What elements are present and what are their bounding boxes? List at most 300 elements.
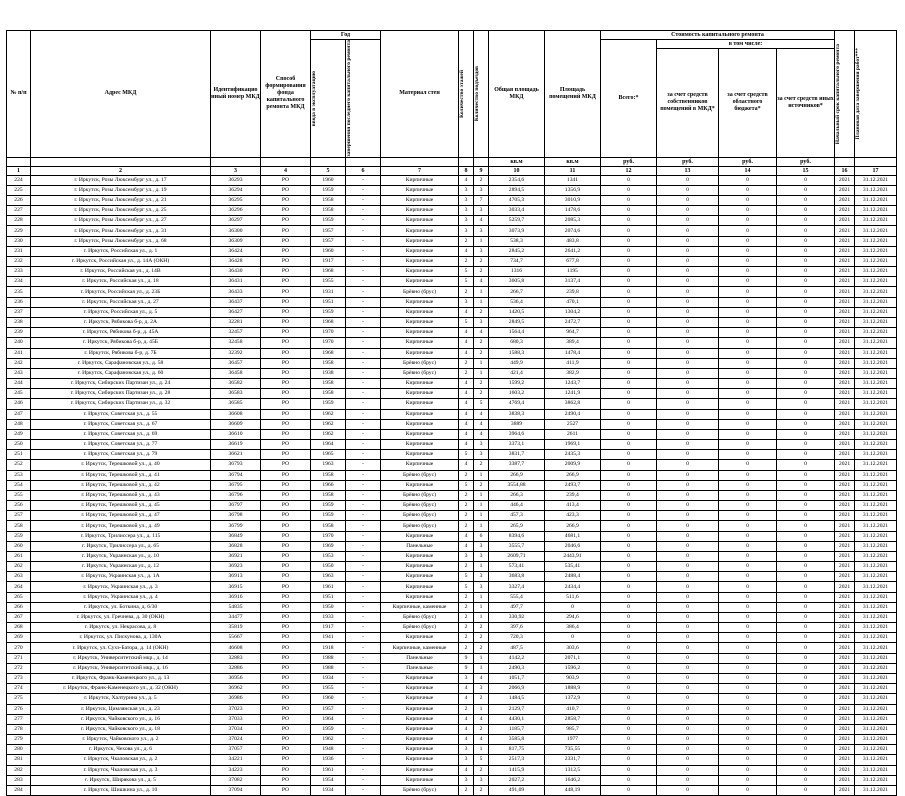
wall-material-cell: Кирпичные bbox=[381, 440, 459, 450]
column-number: 5 bbox=[311, 166, 346, 175]
start-year-cell: 2021 bbox=[835, 735, 855, 745]
entrances-cell: 2 bbox=[474, 643, 489, 653]
entrances-cell: 3 bbox=[474, 551, 489, 561]
row-num-cell: 258 bbox=[7, 521, 31, 531]
start-year-cell: 2021 bbox=[835, 216, 855, 226]
total-area-cell: 3964,6 bbox=[489, 429, 545, 439]
mkd-id-cell: 36799 bbox=[211, 521, 261, 531]
address-cell: г. Иркутск, Советская ул., д. 79 bbox=[31, 450, 211, 460]
row-num-cell: 263 bbox=[7, 572, 31, 582]
mkd-id-cell: 32392 bbox=[211, 348, 261, 358]
cost-total-cell: 0 bbox=[601, 785, 657, 795]
year-last-repair-cell: - bbox=[346, 307, 381, 317]
col-regional-header: за счет средств областного бюджета* bbox=[719, 49, 777, 158]
floors-cell: 2 bbox=[459, 490, 474, 500]
entrances-cell: 6 bbox=[474, 531, 489, 541]
plan-date-cell: 31.12.2021 bbox=[855, 663, 897, 673]
premises-area-cell: 3010,9 bbox=[545, 195, 601, 205]
fund-method-cell: РО bbox=[261, 470, 311, 480]
premises-area-cell: 3862,8 bbox=[545, 399, 601, 409]
table-row bbox=[7, 450, 897, 460]
year-last-repair-cell: - bbox=[346, 226, 381, 236]
entrances-cell: 4 bbox=[474, 419, 489, 429]
plan-date-cell: 31.12.2021 bbox=[855, 643, 897, 653]
plan-date-cell: 31.12.2021 bbox=[855, 206, 897, 216]
wall-material-cell: Кирпичные bbox=[381, 297, 459, 307]
premises-area-cell: 411,9 bbox=[545, 358, 601, 368]
cost-regional-cell: 0 bbox=[719, 511, 777, 521]
wall-material-cell: Кирпичные bbox=[381, 775, 459, 785]
year-last-repair-cell: - bbox=[346, 684, 381, 694]
row-num-cell: 269 bbox=[7, 633, 31, 643]
table-row bbox=[7, 541, 897, 551]
cost-total-cell: 0 bbox=[601, 226, 657, 236]
table-row bbox=[7, 694, 897, 704]
row-num-cell: 253 bbox=[7, 470, 31, 480]
floors-cell: 3 bbox=[459, 755, 474, 765]
cost-total-cell: 0 bbox=[601, 206, 657, 216]
address-cell: г. Иркутск, Российская ул., д. 14В bbox=[31, 267, 211, 277]
row-num-cell: 268 bbox=[7, 623, 31, 633]
year-last-repair-cell: - bbox=[346, 195, 381, 205]
plan-date-cell: 31.12.2021 bbox=[855, 185, 897, 195]
year-commission-cell: 1955 bbox=[311, 684, 346, 694]
cost-regional-cell: 0 bbox=[719, 175, 777, 185]
mkd-id-cell: 36433 bbox=[211, 287, 261, 297]
mkd-id-cell: 36923 bbox=[211, 562, 261, 572]
mkd-id-cell: 36916 bbox=[211, 592, 261, 602]
year-commission-cell: 1948 bbox=[311, 745, 346, 755]
row-num-cell: 280 bbox=[7, 745, 31, 755]
cost-total-cell: 0 bbox=[601, 562, 657, 572]
year-commission-cell: 1959 bbox=[311, 501, 346, 511]
floors-cell: 3 bbox=[459, 775, 474, 785]
plan-date-cell: 31.12.2021 bbox=[855, 653, 897, 663]
cost-other-cell: 0 bbox=[777, 460, 835, 470]
start-year-cell: 2021 bbox=[835, 755, 855, 765]
row-num-cell: 281 bbox=[7, 755, 31, 765]
year-last-repair-cell: - bbox=[346, 735, 381, 745]
address-cell: г. Иркутск, Российская ул., д. 27 bbox=[31, 297, 211, 307]
cost-own-cell: 0 bbox=[657, 246, 719, 256]
entrances-cell: 3 bbox=[474, 684, 489, 694]
total-area-cell: 487,5 bbox=[489, 643, 545, 653]
table-row bbox=[7, 674, 897, 684]
wall-material-cell: Кирпичные bbox=[381, 765, 459, 775]
start-year-cell: 2021 bbox=[835, 440, 855, 450]
address-cell: г. Иркутск, Розы Люксембург ул., д. 27 bbox=[31, 216, 211, 226]
year-last-repair-cell: - bbox=[346, 399, 381, 409]
cost-regional-cell: 0 bbox=[719, 317, 777, 327]
cost-total-cell: 0 bbox=[601, 480, 657, 490]
plan-date-cell: 31.12.2021 bbox=[855, 704, 897, 714]
plan-date-cell: 31.12.2021 bbox=[855, 267, 897, 277]
premises-area-cell: 386,4 bbox=[545, 623, 601, 633]
table-row bbox=[7, 745, 897, 755]
year-commission-cell: 1970 bbox=[311, 328, 346, 338]
year-last-repair-cell: - bbox=[346, 206, 381, 216]
premises-area-cell: 2085,3 bbox=[545, 216, 601, 226]
plan-date-cell: 31.12.2021 bbox=[855, 338, 897, 348]
cost-own-cell: 0 bbox=[657, 348, 719, 358]
entrances-cell: 2 bbox=[474, 724, 489, 734]
cost-other-cell: 0 bbox=[777, 216, 835, 226]
row-num-cell: 232 bbox=[7, 256, 31, 266]
mkd-id-cell: 36428 bbox=[211, 256, 261, 266]
fund-method-cell: РО bbox=[261, 582, 311, 592]
cost-regional-cell: 0 bbox=[719, 643, 777, 653]
entrances-cell: 2 bbox=[474, 480, 489, 490]
cost-regional-cell: 0 bbox=[719, 328, 777, 338]
floors-cell: 2 bbox=[459, 623, 474, 633]
start-year-cell: 2021 bbox=[835, 633, 855, 643]
plan-date-cell: 31.12.2021 bbox=[855, 419, 897, 429]
cost-own-cell: 0 bbox=[657, 521, 719, 531]
year-last-repair-cell: - bbox=[346, 501, 381, 511]
entrances-cell: 1 bbox=[474, 358, 489, 368]
cost-total-cell: 0 bbox=[601, 297, 657, 307]
year-last-repair-cell: - bbox=[346, 246, 381, 256]
cost-regional-cell: 0 bbox=[719, 775, 777, 785]
cost-other-cell: 0 bbox=[777, 551, 835, 561]
cost-regional-cell: 0 bbox=[719, 480, 777, 490]
address-cell: г. Иркутск, Советская ул., д. 77 bbox=[31, 440, 211, 450]
total-area-cell: 497,7 bbox=[489, 602, 545, 612]
start-year-cell: 2021 bbox=[835, 694, 855, 704]
total-area-cell: 266,3 bbox=[489, 490, 545, 500]
floors-cell: 4 bbox=[459, 409, 474, 419]
row-num-cell: 241 bbox=[7, 348, 31, 358]
entrances-cell: 2 bbox=[474, 338, 489, 348]
floors-cell: 2 bbox=[459, 785, 474, 795]
wall-material-cell: Кирпичные bbox=[381, 714, 459, 724]
premises-area-cell: 389,4 bbox=[545, 338, 601, 348]
cost-total-cell: 0 bbox=[601, 684, 657, 694]
cost-other-cell: 0 bbox=[777, 226, 835, 236]
mkd-id-cell: 36828 bbox=[211, 541, 261, 551]
total-area-cell: 3889 bbox=[489, 419, 545, 429]
address-cell: г. Иркутск, Украинская ул., д. 3 bbox=[31, 582, 211, 592]
floors-cell: 2 bbox=[459, 602, 474, 612]
row-num-cell: 256 bbox=[7, 501, 31, 511]
wall-material-cell: Кирпичные bbox=[381, 226, 459, 236]
fund-method-cell: РО bbox=[261, 358, 311, 368]
address-cell: г. Иркутск, Рябикова б-р, д. 7Б bbox=[31, 348, 211, 358]
entrances-cell: 1 bbox=[474, 236, 489, 246]
cost-regional-cell: 0 bbox=[719, 572, 777, 582]
mkd-id-cell: 36608 bbox=[211, 409, 261, 419]
premises-area-cell: 2858,7 bbox=[545, 714, 601, 724]
row-num-cell: 277 bbox=[7, 714, 31, 724]
wall-material-cell: Кирпичные bbox=[381, 348, 459, 358]
address-cell: г. Иркутск, Трилиссера ул., д. 115 bbox=[31, 531, 211, 541]
mkd-id-cell: 36300 bbox=[211, 226, 261, 236]
cost-own-cell: 0 bbox=[657, 511, 719, 521]
cost-own-cell: 0 bbox=[657, 185, 719, 195]
total-area-cell: 1316 bbox=[489, 267, 545, 277]
mkd-id-cell: 36297 bbox=[211, 216, 261, 226]
start-year-cell: 2021 bbox=[835, 511, 855, 521]
cost-own-cell: 0 bbox=[657, 684, 719, 694]
col-method-header: Способ формирования фонда капитального ремонта МКД bbox=[261, 31, 311, 158]
fund-method-cell: РО bbox=[261, 551, 311, 561]
mkd-id-cell: 36797 bbox=[211, 501, 261, 511]
row-num-cell: 255 bbox=[7, 490, 31, 500]
mkd-id-cell: 36796 bbox=[211, 490, 261, 500]
start-year-cell: 2021 bbox=[835, 490, 855, 500]
fund-method-cell: РО bbox=[261, 409, 311, 419]
total-area-cell: 3373,1 bbox=[489, 440, 545, 450]
floors-cell: 4 bbox=[459, 541, 474, 551]
start-year-cell: 2021 bbox=[835, 226, 855, 236]
table-row bbox=[7, 307, 897, 317]
total-area-cell: 3554,88 bbox=[489, 480, 545, 490]
table-row bbox=[7, 623, 897, 633]
plan-date-cell: 31.12.2021 bbox=[855, 317, 897, 327]
start-year-cell: 2021 bbox=[835, 551, 855, 561]
row-num-cell: 259 bbox=[7, 531, 31, 541]
fund-method-cell: РО bbox=[261, 541, 311, 551]
start-year-cell: 2021 bbox=[835, 175, 855, 185]
cost-other-cell: 0 bbox=[777, 663, 835, 673]
total-area-cell: 2490,3 bbox=[489, 663, 545, 673]
wall-material-cell: Кирпичные bbox=[381, 328, 459, 338]
wall-material-cell: Кирпичные bbox=[381, 582, 459, 592]
cost-total-cell: 0 bbox=[601, 185, 657, 195]
total-area-cell: 1420,5 bbox=[489, 307, 545, 317]
year-last-repair-cell: - bbox=[346, 623, 381, 633]
wall-material-cell: Брёвно (брус) bbox=[381, 501, 459, 511]
row-num-cell: 239 bbox=[7, 328, 31, 338]
table-row bbox=[7, 429, 897, 439]
year-commission-cell: 1958 bbox=[311, 521, 346, 531]
cost-regional-cell: 0 bbox=[719, 541, 777, 551]
row-num-cell: 242 bbox=[7, 358, 31, 368]
fund-method-cell: РО bbox=[261, 429, 311, 439]
entrances-cell: 1 bbox=[474, 511, 489, 521]
floors-cell: 2 bbox=[459, 511, 474, 521]
premises-area-cell: 1596,2 bbox=[545, 663, 601, 673]
entrances-cell: 2 bbox=[474, 379, 489, 389]
unit-rub: руб. bbox=[657, 157, 719, 166]
cost-regional-cell: 0 bbox=[719, 358, 777, 368]
start-year-cell: 2021 bbox=[835, 256, 855, 266]
cost-other-cell: 0 bbox=[777, 440, 835, 450]
fund-method-cell: РО bbox=[261, 511, 311, 521]
column-number: 4 bbox=[261, 166, 311, 175]
cost-own-cell: 0 bbox=[657, 175, 719, 185]
column-number: 16 bbox=[835, 166, 855, 175]
cost-other-cell: 0 bbox=[777, 236, 835, 246]
premises-area-cell: 2434,4 bbox=[545, 582, 601, 592]
year-last-repair-cell: - bbox=[346, 551, 381, 561]
cost-regional-cell: 0 bbox=[719, 429, 777, 439]
table-row bbox=[7, 602, 897, 612]
start-year-cell: 2021 bbox=[835, 429, 855, 439]
row-num-cell: 275 bbox=[7, 694, 31, 704]
plan-date-cell: 31.12.2021 bbox=[855, 562, 897, 572]
cost-regional-cell: 0 bbox=[719, 623, 777, 633]
wall-material-cell: Кирпичные bbox=[381, 277, 459, 287]
floors-cell: 2 bbox=[459, 592, 474, 602]
cost-other-cell: 0 bbox=[777, 735, 835, 745]
cost-total-cell: 0 bbox=[601, 195, 657, 205]
entrances-cell: 3 bbox=[474, 450, 489, 460]
column-number: 12 bbox=[601, 166, 657, 175]
row-num-cell: 234 bbox=[7, 277, 31, 287]
premises-area-cell: 3137,4 bbox=[545, 277, 601, 287]
address-cell: г. Иркутск, Сибирских Партизан ул., д. 28 bbox=[31, 389, 211, 399]
cost-regional-cell: 0 bbox=[719, 663, 777, 673]
total-area-cell: 421,4 bbox=[489, 368, 545, 378]
cost-other-cell: 0 bbox=[777, 745, 835, 755]
cost-own-cell: 0 bbox=[657, 368, 719, 378]
cost-other-cell: 0 bbox=[777, 572, 835, 582]
mkd-id-cell: 36794 bbox=[211, 470, 261, 480]
premises-area-cell: 483,8 bbox=[545, 236, 601, 246]
cost-own-cell: 0 bbox=[657, 785, 719, 795]
cost-total-cell: 0 bbox=[601, 389, 657, 399]
wall-material-cell: Кирпичные bbox=[381, 216, 459, 226]
table-row bbox=[7, 348, 897, 358]
total-area-cell: 4142,2 bbox=[489, 653, 545, 663]
floors-cell: 2 bbox=[459, 236, 474, 246]
cost-other-cell: 0 bbox=[777, 399, 835, 409]
plan-date-cell: 31.12.2021 bbox=[855, 755, 897, 765]
address-cell: г. Иркутск, Терешковой ул., д. 45 bbox=[31, 501, 211, 511]
premises-area-cell: 4681,1 bbox=[545, 531, 601, 541]
year-commission-cell: 1958 bbox=[311, 358, 346, 368]
address-cell: г. Иркутск, Розы Люксембург ул., д. 25 bbox=[31, 206, 211, 216]
plan-date-cell: 31.12.2021 bbox=[855, 582, 897, 592]
fund-method-cell: РО bbox=[261, 267, 311, 277]
mkd-id-cell: 36457 bbox=[211, 358, 261, 368]
mkd-id-cell: 32886 bbox=[211, 663, 261, 673]
wall-material-cell: Брёвно (брус) bbox=[381, 521, 459, 531]
cost-regional-cell: 0 bbox=[719, 450, 777, 460]
year-last-repair-cell: - bbox=[346, 572, 381, 582]
cost-other-cell: 0 bbox=[777, 195, 835, 205]
cost-regional-cell: 0 bbox=[719, 745, 777, 755]
cost-own-cell: 0 bbox=[657, 236, 719, 246]
entrances-cell: 1 bbox=[474, 592, 489, 602]
cost-regional-cell: 0 bbox=[719, 501, 777, 511]
floors-cell: 4 bbox=[459, 399, 474, 409]
entrances-cell: 1 bbox=[474, 653, 489, 663]
floors-cell: 3 bbox=[459, 185, 474, 195]
cost-total-cell: 0 bbox=[601, 674, 657, 684]
fund-method-cell: РО bbox=[261, 572, 311, 582]
premises-area-cell: 1478,6 bbox=[545, 206, 601, 216]
address-cell: г. Иркутск, Рябикова б-р, д. 45Б bbox=[31, 338, 211, 348]
total-area-cell: 457,3 bbox=[489, 511, 545, 521]
start-year-cell: 2021 bbox=[835, 582, 855, 592]
row-num-cell: 266 bbox=[7, 602, 31, 612]
total-area-cell: 3605,8 bbox=[489, 277, 545, 287]
plan-date-cell: 31.12.2021 bbox=[855, 277, 897, 287]
year-commission-cell: 1954 bbox=[311, 775, 346, 785]
mkd-id-cell: 32458 bbox=[211, 338, 261, 348]
year-last-repair-cell: - bbox=[346, 256, 381, 266]
plan-date-cell: 31.12.2021 bbox=[855, 409, 897, 419]
fund-method-cell: РО bbox=[261, 226, 311, 236]
cost-regional-cell: 0 bbox=[719, 419, 777, 429]
cost-other-cell: 0 bbox=[777, 490, 835, 500]
table-row bbox=[7, 185, 897, 195]
entrances-cell: 4 bbox=[474, 429, 489, 439]
cost-own-cell: 0 bbox=[657, 307, 719, 317]
premises-area-cell: 1356,9 bbox=[545, 185, 601, 195]
premises-area-cell: 1372,9 bbox=[545, 694, 601, 704]
row-num-cell: 228 bbox=[7, 216, 31, 226]
total-area-cell: 2894,5 bbox=[489, 185, 545, 195]
premises-area-cell: 1241,9 bbox=[545, 389, 601, 399]
entrances-cell: 1 bbox=[474, 368, 489, 378]
cost-other-cell: 0 bbox=[777, 785, 835, 795]
mkd-id-cell: 36956 bbox=[211, 674, 261, 684]
row-num-cell: 267 bbox=[7, 612, 31, 622]
mkd-id-cell: 34221 bbox=[211, 755, 261, 765]
entrances-cell: 3 bbox=[474, 206, 489, 216]
start-year-cell: 2021 bbox=[835, 409, 855, 419]
entrances-cell: 4 bbox=[474, 735, 489, 745]
cost-regional-cell: 0 bbox=[719, 684, 777, 694]
floors-cell: 4 bbox=[459, 338, 474, 348]
row-num-cell: 276 bbox=[7, 704, 31, 714]
wall-material-cell: Кирпичные bbox=[381, 460, 459, 470]
fund-method-cell: РО bbox=[261, 440, 311, 450]
cost-regional-cell: 0 bbox=[719, 633, 777, 643]
row-num-cell: 247 bbox=[7, 409, 31, 419]
address-cell: г. Иркутск, Украинская ул., д. 1А bbox=[31, 572, 211, 582]
entrances-cell: 5 bbox=[474, 755, 489, 765]
fund-method-cell: РО bbox=[261, 714, 311, 724]
row-num-cell: 244 bbox=[7, 379, 31, 389]
col-start-year-header: Начальный срок капитального ремонта bbox=[835, 31, 855, 158]
entrances-cell: 2 bbox=[474, 307, 489, 317]
wall-material-cell: Брёвно (брус) bbox=[381, 785, 459, 795]
start-year-cell: 2021 bbox=[835, 775, 855, 785]
mkd-id-cell: 32883 bbox=[211, 653, 261, 663]
start-year-cell: 2021 bbox=[835, 307, 855, 317]
premises-area-cell: 964,7 bbox=[545, 328, 601, 338]
mkd-id-cell: 37082 bbox=[211, 775, 261, 785]
cost-regional-cell: 0 bbox=[719, 399, 777, 409]
column-number: 1 bbox=[7, 166, 31, 175]
fund-method-cell: РО bbox=[261, 704, 311, 714]
floors-cell: 4 bbox=[459, 307, 474, 317]
col-year-last-repair-header: завершения последнего капитального ремонта bbox=[346, 40, 381, 158]
wall-material-cell: Брёвно (брус) bbox=[381, 358, 459, 368]
mkd-id-cell: 36849 bbox=[211, 531, 261, 541]
table-row bbox=[7, 612, 897, 622]
floors-cell: 4 bbox=[459, 348, 474, 358]
wall-material-cell: Панельные bbox=[381, 541, 459, 551]
plan-date-cell: 31.12.2021 bbox=[855, 551, 897, 561]
total-area-cell: 3585,8 bbox=[489, 735, 545, 745]
row-num-cell: 272 bbox=[7, 663, 31, 673]
year-commission-cell: 1957 bbox=[311, 226, 346, 236]
total-area-cell: 573,41 bbox=[489, 562, 545, 572]
floors-cell: 3 bbox=[459, 226, 474, 236]
start-year-cell: 2021 bbox=[835, 287, 855, 297]
entrances-cell: 1 bbox=[474, 602, 489, 612]
cost-total-cell: 0 bbox=[601, 602, 657, 612]
start-year-cell: 2021 bbox=[835, 562, 855, 572]
cost-regional-cell: 0 bbox=[719, 562, 777, 572]
row-num-cell: 249 bbox=[7, 429, 31, 439]
cost-own-cell: 0 bbox=[657, 663, 719, 673]
